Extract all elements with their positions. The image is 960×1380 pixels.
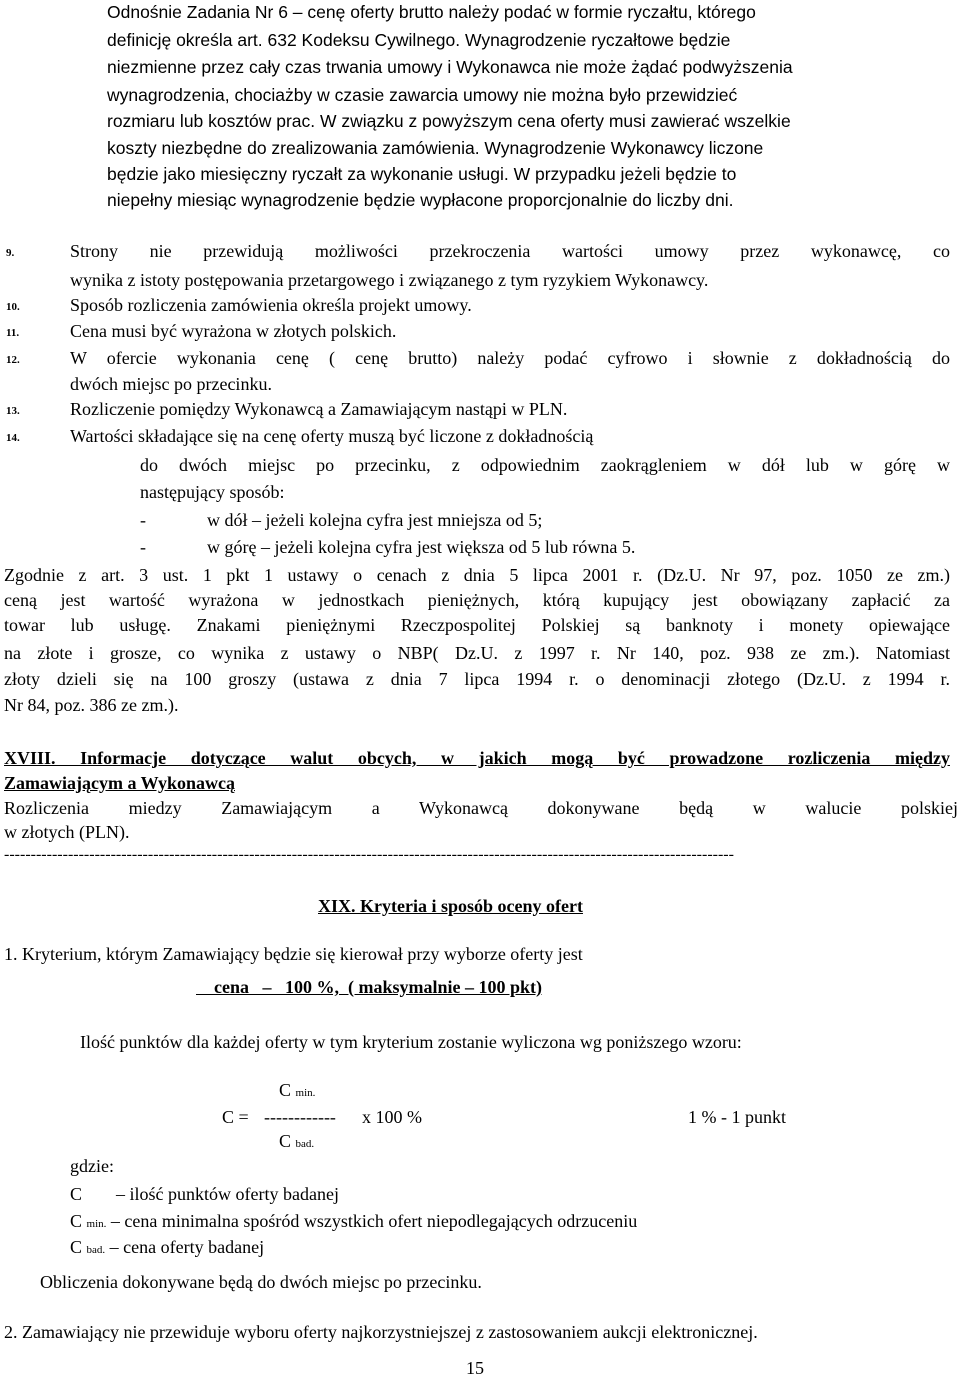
rule-text: w górę – jeżeli kolejna cyfra jest większa od 5 lub równa 5. xyxy=(207,537,636,557)
where-label: gdzie: xyxy=(70,1156,114,1176)
legal-line: ceną jest wartość wyrażona w jednostkach pieniężnych, którą kupujący jest obowiązany zapłacić za xyxy=(4,590,950,610)
section18-body: w złotych (PLN). xyxy=(4,822,130,842)
item-line: Strony nie przewidują możliwości przekroczenia wartości umowy przez wykonawcę, co xyxy=(70,241,950,261)
page-number: 15 xyxy=(466,1358,484,1378)
definition-symbol: C xyxy=(70,1211,83,1231)
section18-heading-cont: Zamawiającym a Wykonawcą xyxy=(4,773,235,793)
formula-symbol: C xyxy=(279,1080,292,1100)
item-number: 9. xyxy=(6,247,15,259)
definition-symbol: C xyxy=(70,1237,83,1257)
item-line: Cena musi być wyrażona w złotych polskich. xyxy=(70,321,397,341)
definition-text: cena minimalna spośród wszystkich ofert niepodlegających odrzuceniu xyxy=(124,1211,638,1231)
section18-body: Rozliczenia miedzy Zamawiającym a Wykonawcą dokonywane będą w walucie polskiej xyxy=(4,798,958,818)
item-number: 10. xyxy=(6,301,20,313)
intro-line: rozmiaru lub kosztów prac. W związku z powyższym cena oferty musi zawierać wszelkie xyxy=(107,111,791,131)
section19-heading: XIX. Kryteria i sposób oceny ofert xyxy=(318,896,583,916)
formula-denominator xyxy=(279,1131,314,1152)
item-line: Sposób rozliczenia zamówienia określa projekt umowy. xyxy=(70,295,472,315)
formula-subscript: bad. xyxy=(295,1138,315,1150)
legal-line: złoty dzieli się na 100 groszy (ustawa z dnia 7 lipca 1994 r. o denominacji złotego (Dz.U. z 1994 r. xyxy=(4,669,950,689)
item-number: 12. xyxy=(6,354,20,366)
definition-subscript: bad. xyxy=(86,1244,106,1256)
item14-continuation-line: do dwóch miejsc po przecinku, z odpowiednim zaokrągleniem w dół lub w górę w xyxy=(140,455,950,475)
item-number: 14. xyxy=(6,432,20,444)
intro-line: niezmienne przez cały czas trwania umowy i Wykonawca nie może żądać podwyższenia xyxy=(107,57,793,77)
definition-item xyxy=(70,1184,82,1205)
intro-line: niepełny miesiąc wynagrodzenie będzie wypłacone proporcjonalnie do liczby dni. xyxy=(107,190,734,210)
item-line: wynika z istoty postępowania przetargowego i związanego z tym ryzykiem Wykonawcy. xyxy=(70,270,709,290)
definition-text: – ilość punktów oferty badanej xyxy=(116,1184,339,1204)
legal-line: na złote i grosze, co wynika z ustawy o NBP( Dz.U. z 1997 r. Nr 140, poz. 938 ze zm.). Natomiast xyxy=(4,643,950,663)
legal-line: Zgodnie z art. 3 ust. 1 pkt 1 ustawy o cenach z dnia 5 lipca 2001 r. (Dz.U. Nr 97, poz. 1050 ze zm.) xyxy=(4,565,950,585)
formula-subscript: min. xyxy=(295,1087,316,1099)
legal-line: towar lub usługę. Znakami pieniężnymi Rzeczpospolitej Polskiej są banknoty i monety opiewające xyxy=(4,615,950,635)
item14-continuation-line: następujący sposób: xyxy=(140,482,285,502)
formula-lhs: C = xyxy=(222,1107,249,1127)
item-number: 11. xyxy=(6,327,20,339)
rule-dash: - xyxy=(140,537,146,557)
definition-symbol: C xyxy=(70,1184,83,1204)
formula-intro: Ilość punktów dla każdej oferty w tym kryterium zostanie wyliczona wg poniższego wzoru: xyxy=(80,1032,742,1052)
formula-numerator xyxy=(279,1080,315,1101)
intro-line: będzie jako miesięczny ryczałt za wykonanie usługi. W przypadku jeżeli będzie to xyxy=(107,164,737,184)
criterion-point-2: 2. Zamawiający nie przewiduje wyboru oferty najkorzystniejszej z zastosowaniem aukcji elektronicznej. xyxy=(4,1322,758,1342)
definition-subscript: min. xyxy=(86,1218,107,1230)
rule-text: w dół – jeżeli kolejna cyfra jest mniejsza od 5; xyxy=(207,510,543,530)
formula-multiplier: x 100 % xyxy=(362,1107,422,1127)
item-line: dwóch miejsc po przecinku. xyxy=(70,374,272,394)
calculation-note: Obliczenia dokonywane będą do dwóch miejsc po przecinku. xyxy=(40,1272,482,1292)
criterion-price: cena – 100 %, ( maksymalnie – 100 pkt) xyxy=(196,977,542,997)
formula-symbol: C xyxy=(279,1131,292,1151)
definition-item: C min. – cena minimalna spośród wszystkich ofert niepodlegających odrzuceniu xyxy=(70,1211,638,1231)
item-line: W ofercie wykonania cenę ( cenę brutto) należy podać cyfrowo i słownie z dokładnością do xyxy=(70,348,950,368)
section18-heading: XVIII. Informacje dotyczące walut obcych, w jakich mogą być prowadzone rozliczenia między xyxy=(4,748,950,768)
separator-line: ----------------------------------------------------------------------------------------------------------------------------------------- xyxy=(4,846,734,863)
formula-points-note: 1 % - 1 punkt xyxy=(688,1107,786,1127)
intro-line: koszty niezbędne do zrealizowania zamówienia. Wynagrodzenie Wykonawcy liczone xyxy=(107,138,764,158)
intro-line: definicję określa art. 632 Kodeksu Cywilnego. Wynagrodzenie ryczałtowe będzie xyxy=(107,30,731,50)
item-number: 13. xyxy=(6,405,20,417)
formula-fraction-bar: ------------ xyxy=(264,1107,336,1127)
legal-line: Nr 84, poz. 386 ze zm.). xyxy=(4,695,179,715)
intro-line: Odnośnie Zadania Nr 6 – cenę oferty brutto należy podać w formie ryczałtu, którego xyxy=(107,2,756,22)
rule-dash: - xyxy=(140,510,146,530)
item-line: Wartości składające się na cenę oferty muszą być liczone z dokładnością xyxy=(70,426,594,446)
item-line: Rozliczenie pomiędzy Wykonawcą a Zamawiającym nastąpi w PLN. xyxy=(70,399,568,419)
definition-item: C bad. – cena oferty badanej xyxy=(70,1237,265,1257)
criterion-point-1: 1. Kryterium, którym Zamawiający będzie się kierował przy wyborze oferty jest xyxy=(4,944,583,964)
intro-line: wynagrodzenia, chociażby w czasie zawarcia umowy nie można było przewidzieć xyxy=(107,85,738,105)
definition-text: cena oferty badanej xyxy=(123,1237,265,1257)
